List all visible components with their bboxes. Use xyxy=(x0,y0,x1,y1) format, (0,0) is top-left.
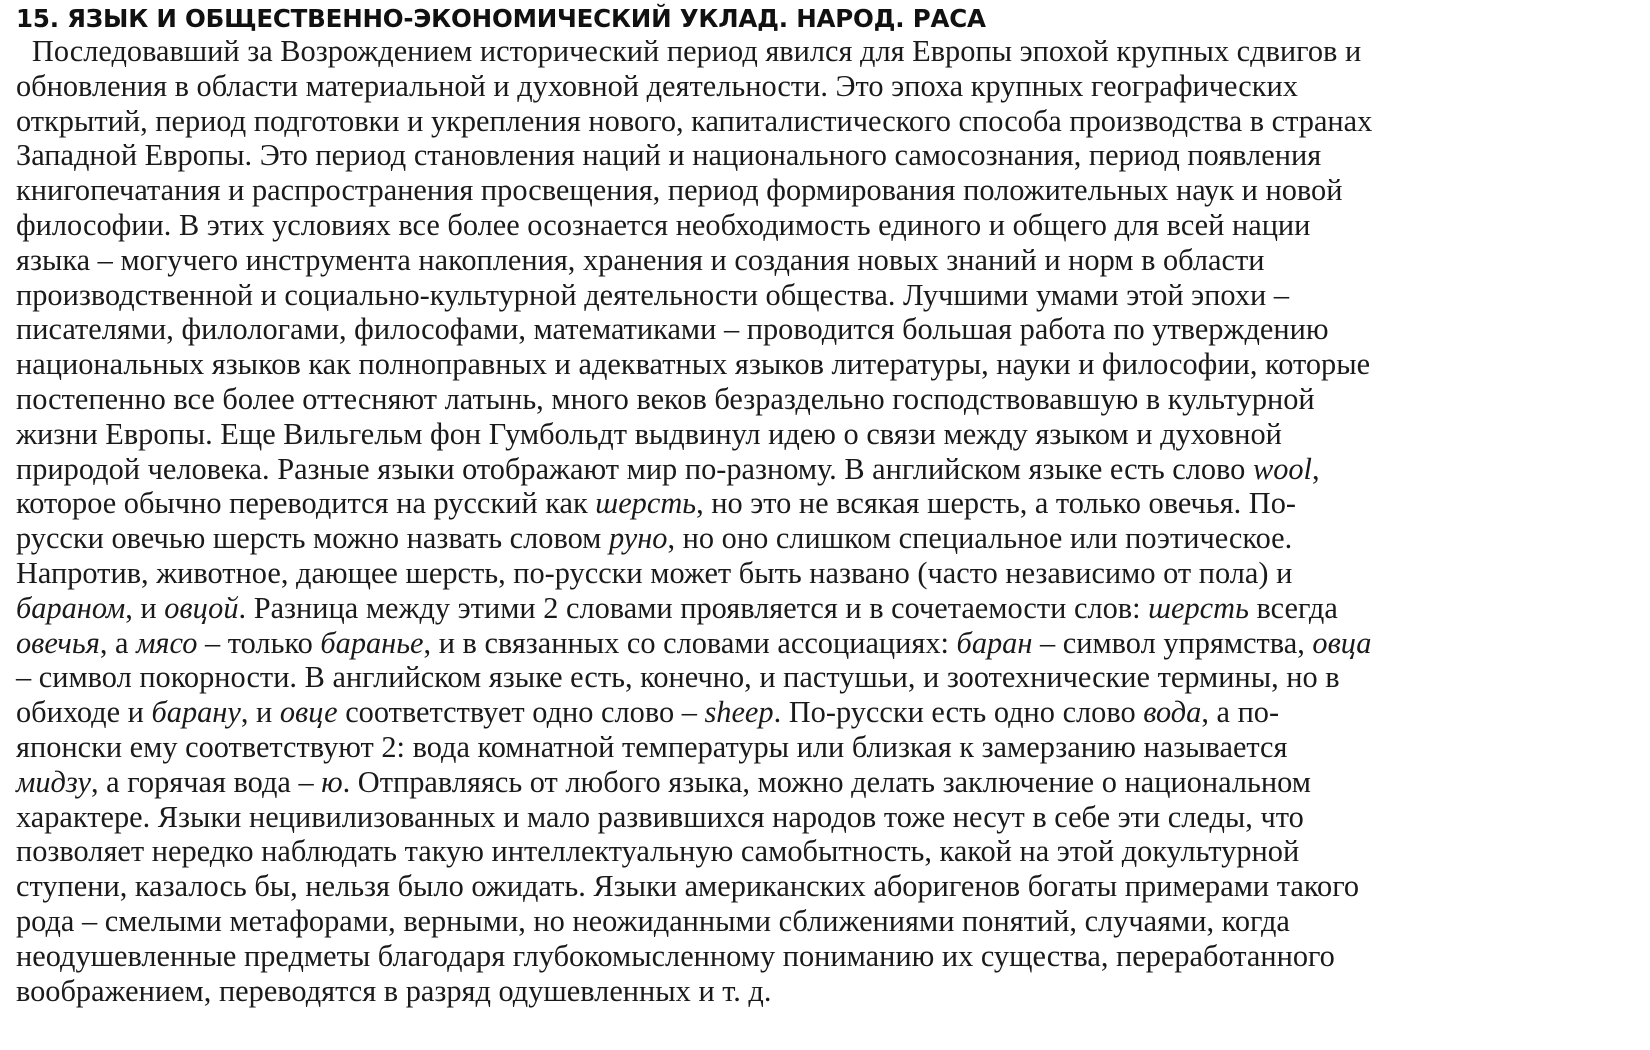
text-line xyxy=(16,347,1632,382)
italic-term: баран xyxy=(956,625,1033,660)
text-segment: , и xyxy=(240,695,280,730)
text-segment: философии. В этих условиях все более осознается необходимость единого и общего для всей нации xyxy=(16,207,1311,242)
text-segment: , а горячая вода – xyxy=(91,764,322,799)
italic-term: ю xyxy=(321,764,343,799)
text-line xyxy=(16,869,1632,904)
text-segment: языка – могучего инструмента накопления, хранения и создания новых знаний и норм в области xyxy=(16,242,1265,277)
text-segment: , и в связанных со словами ассоциациях: xyxy=(423,625,957,660)
text-line xyxy=(16,765,1632,800)
text-segment: , xyxy=(1311,451,1320,486)
document-page xyxy=(16,4,1640,1008)
text-segment: всегда xyxy=(1248,590,1338,625)
text-segment: книгопечатания и распространения просвещения, период формирования положительных наук и новой xyxy=(16,173,1343,208)
text-segment: японски ему соответствуют 2: вода комнатной температуры или близкая к замерзанию называется xyxy=(16,729,1288,764)
text-line xyxy=(16,695,1632,730)
italic-term: овечья xyxy=(16,625,100,660)
italic-term: вода xyxy=(1143,695,1202,730)
text-segment: открытий, период подготовки и укрепления нового, капиталистического способа производства в странах xyxy=(16,103,1373,138)
italic-term: барану xyxy=(151,695,241,730)
italic-term: баранье xyxy=(320,625,424,660)
text-line xyxy=(16,591,1632,626)
italic-term: шерсть xyxy=(595,486,697,521)
italic-term: овцой xyxy=(164,590,239,625)
text-segment: русски овечью шерсть можно назвать словом xyxy=(16,521,609,556)
text-segment: , но это не всякая шерсть, а только овечья. По- xyxy=(696,486,1297,521)
text-segment: рода – смелыми метафорами, верными, но неожиданными сближениями понятий, случаями, когда xyxy=(16,903,1290,938)
text-segment: Западной Европы. Это период становления наций и национального самосознания, период появления xyxy=(16,138,1322,173)
text-line xyxy=(16,243,1632,278)
text-segment: – символ упрямства, xyxy=(1032,625,1313,660)
text-segment: постепенно все более оттесняют латынь, много веков безраздельно господствовавшую в культурной xyxy=(16,381,1315,416)
text-line xyxy=(16,800,1632,835)
text-segment: . Отправляясь от любого языка, можно делать заключение о национальном xyxy=(342,764,1311,799)
text-segment: которое обычно переводится на русский как xyxy=(16,486,596,521)
italic-term: овца xyxy=(1312,625,1372,660)
text-line xyxy=(16,660,1632,695)
text-segment: обиходе и xyxy=(16,695,152,730)
text-line xyxy=(16,939,1632,974)
italic-term: sheep xyxy=(704,695,774,730)
italic-term: шерсть xyxy=(1148,590,1249,625)
italic-term: бараном xyxy=(16,590,126,625)
text-segment: – символ покорности. В английском языке есть, конечно, и пастушьи, и зоотехнические термины, но в xyxy=(16,660,1340,695)
text-segment: природой человека. Разные языки отображают мир по-разному. В английском языке есть слово xyxy=(16,451,1253,486)
italic-term: овце xyxy=(279,695,338,730)
text-segment: . По-русски есть одно слово xyxy=(773,695,1144,730)
italic-term: wool xyxy=(1252,451,1312,486)
text-line xyxy=(16,974,1632,1009)
text-segment: воображением, переводятся в разряд одушевленных и т. д. xyxy=(16,973,772,1008)
text-line xyxy=(16,69,1632,104)
text-line xyxy=(16,278,1632,313)
text-line xyxy=(16,521,1632,556)
text-segment: Напротив, животное, дающее шерсть, по-русски может быть названо (часто независимо от пола) и xyxy=(16,555,1293,590)
text-line xyxy=(16,904,1632,939)
text-line xyxy=(16,626,1632,661)
body-paragraph xyxy=(16,34,1640,1008)
text-line xyxy=(16,312,1632,347)
text-segment: , а xyxy=(99,625,137,660)
italic-term: мидзу xyxy=(16,764,92,799)
text-segment: , а по- xyxy=(1201,695,1280,730)
text-line xyxy=(16,382,1632,417)
text-line xyxy=(16,730,1632,765)
italic-term: мясо xyxy=(136,625,198,660)
text-line xyxy=(16,138,1632,173)
text-segment: производственной и социально-культурной деятельности общества. Лучшими умами этой эпохи – xyxy=(16,277,1290,312)
text-line xyxy=(16,452,1632,487)
text-line xyxy=(16,34,1632,69)
text-line xyxy=(16,556,1632,591)
text-segment: – только xyxy=(197,625,321,660)
text-line xyxy=(16,208,1632,243)
text-line xyxy=(16,173,1632,208)
text-segment: жизни Европы. Еще Вильгельм фон Гумбольдт выдвинул идею о связи между языком и духовной xyxy=(16,416,1282,451)
text-segment: писателями, филологами, философами, математиками – проводится большая работа по утверждению xyxy=(16,312,1329,347)
text-segment: характере. Языки нецивилизованных и мало развившихся народов тоже несут в себе эти следы, что xyxy=(16,799,1304,834)
text-line xyxy=(16,486,1632,521)
text-segment: . Разница между этими 2 словами проявляется и в сочетаемости слов: xyxy=(238,590,1149,625)
text-segment: ступени, казалось бы, нельзя было ожидать. Языки американских аборигенов богаты примерами такого xyxy=(16,869,1360,904)
text-segment: , и xyxy=(125,590,165,625)
section-heading: 15. ЯЗЫК И ОБЩЕСТВЕННО-ЭКОНОМИЧЕСКИЙ УКЛАД. НАРОД. РАСА xyxy=(16,4,986,33)
text-segment: Последовавший за Возрождением исторический период явился для Европы эпохой крупных сдвигов и xyxy=(31,34,1362,68)
text-segment: неодушевленные предметы благодаря глубокомысленному пониманию их существа, переработанного xyxy=(16,938,1335,973)
text-segment: позволяет нередко наблюдать такую интеллектуальную самобытность, какой на этой докультурной xyxy=(16,834,1300,869)
text-line xyxy=(16,834,1632,869)
text-segment: национальных языков как полноправных и адекватных языков литературы, науки и философии, которые xyxy=(16,347,1371,382)
text-segment: , но оно слишком специальное или поэтическое. xyxy=(667,521,1293,556)
text-line xyxy=(16,417,1632,452)
text-segment: обновления в области материальной и духовной деятельности. Это эпоха крупных географических xyxy=(16,68,1298,103)
text-segment: соответствует одно слово – xyxy=(337,695,705,730)
italic-term: руно xyxy=(608,521,668,556)
text-line xyxy=(16,104,1632,139)
